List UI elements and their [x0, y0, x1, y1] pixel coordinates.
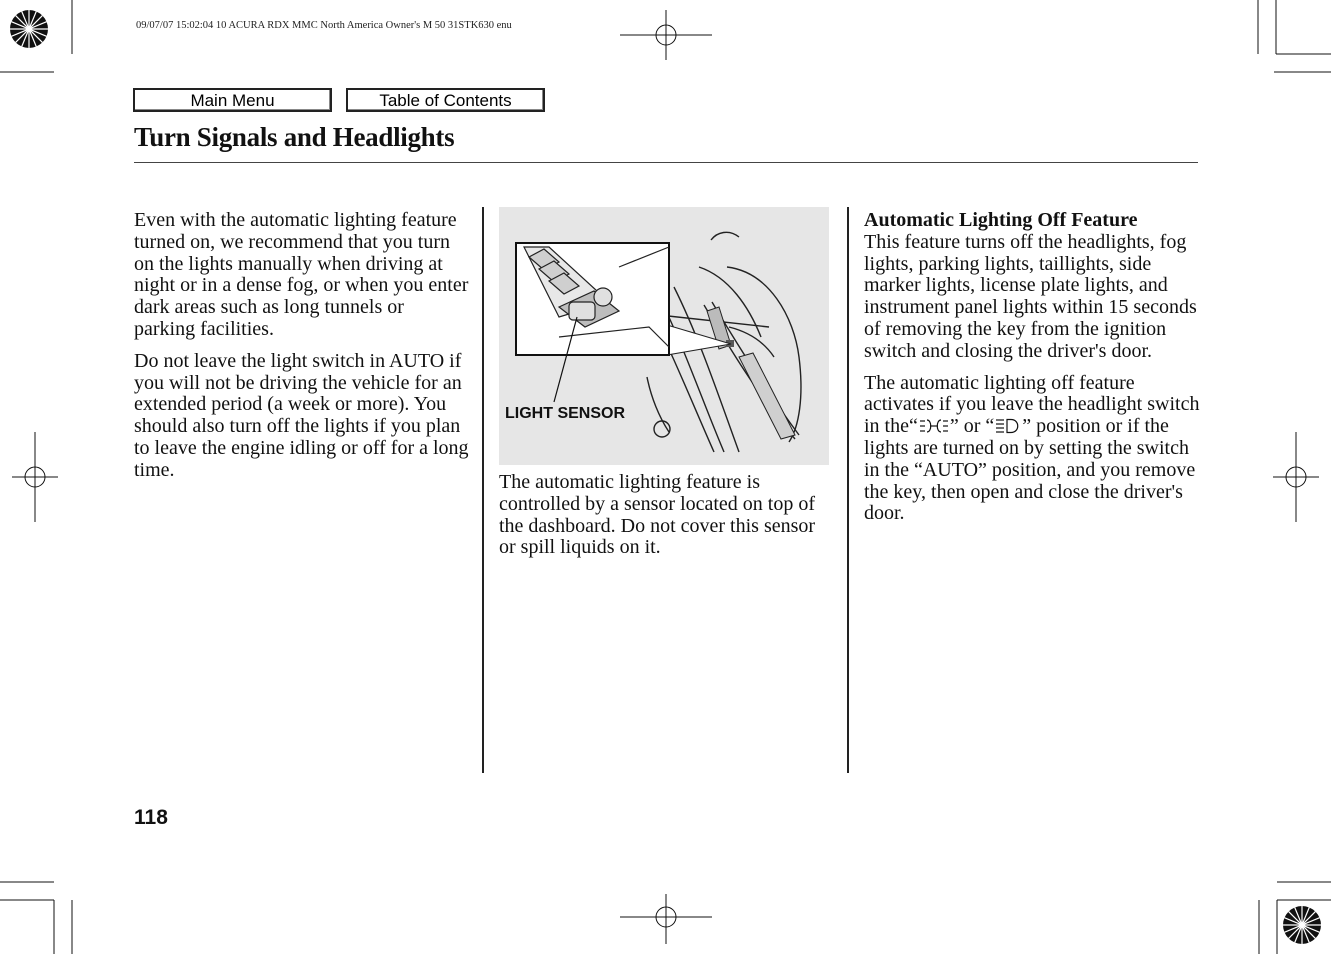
right-paragraph-2-part-b: ” or “: [949, 415, 995, 438]
registration-mark-left-middle: [12, 432, 58, 522]
left-column: [134, 210, 469, 492]
right-paragraph-1: This feature turns off the headlights, fog lights, parking lights, taillights, side marker lights, license plate lights, and instrument panel lights within 15 seconds of removing the key from the ignition switch and closing the driver's door.: [864, 230, 1197, 362]
registration-mark-bottom-right: [1251, 874, 1331, 954]
figure-caption: The automatic lighting feature is controlled by a sensor located on top of the dashboard. Do not cover this sensor or spill liquids on it.: [499, 471, 816, 559]
main-menu-button[interactable]: [133, 88, 332, 112]
dashboard-illustration: [499, 207, 829, 465]
right-paragraph-2-part-c: ” position or if the lights are turned on by setting the switch in the “AUTO” position, and you remove the key, then open and close the driver's door.: [864, 415, 1196, 525]
page-number: 118: [134, 806, 168, 829]
page-title: Turn Signals and Headlights: [134, 122, 455, 152]
registration-mark-bottom-center: [620, 894, 712, 944]
registration-mark-top-center: [620, 10, 712, 60]
table-of-contents-label: Table of Contents: [379, 91, 512, 110]
section-heading: Automatic Lighting Off Feature: [864, 209, 1138, 231]
right-paragraph-2-part-a: The automatic lighting off feature activates if you leave the headlight switch in the“: [864, 371, 1200, 438]
middle-column-caption: [499, 472, 834, 569]
right-paragraph-2: [864, 373, 1200, 526]
registration-mark-right-middle: [1273, 432, 1319, 522]
left-paragraph-1: Even with the automatic lighting feature turned on, we recommend that you turn on the lights manually when driving at night or in a dense fog, or when you enter dark areas such as long tunnels or parking facilities.: [134, 209, 469, 340]
crop-mark-bottom-left: [0, 874, 80, 954]
print-job-stamp: 09/07/07 15:02:04 10 ACURA RDX MMC North America Owner's M 50 31STK630 enu: [136, 20, 512, 31]
registration-mark-top-left: [0, 0, 80, 80]
crop-mark-top-right: [1250, 0, 1331, 80]
light-sensor-figure: [499, 207, 829, 465]
right-column: [864, 210, 1200, 535]
headlight-icon: [995, 418, 1021, 434]
table-of-contents-button[interactable]: [346, 88, 545, 112]
left-paragraph-2: Do not leave the light switch in AUTO if you will not be driving the vehicle for an extended period (a week or more). You should also turn off the lights if you plan to leave the engine idling or off for a long time.: [134, 349, 469, 481]
title-divider: [134, 162, 1198, 163]
column-divider-left: [482, 207, 484, 773]
main-menu-label: Main Menu: [190, 91, 275, 110]
column-divider-right: [847, 207, 849, 773]
parking-light-icon: [919, 418, 949, 434]
figure-label: LIGHT SENSOR: [505, 405, 626, 422]
